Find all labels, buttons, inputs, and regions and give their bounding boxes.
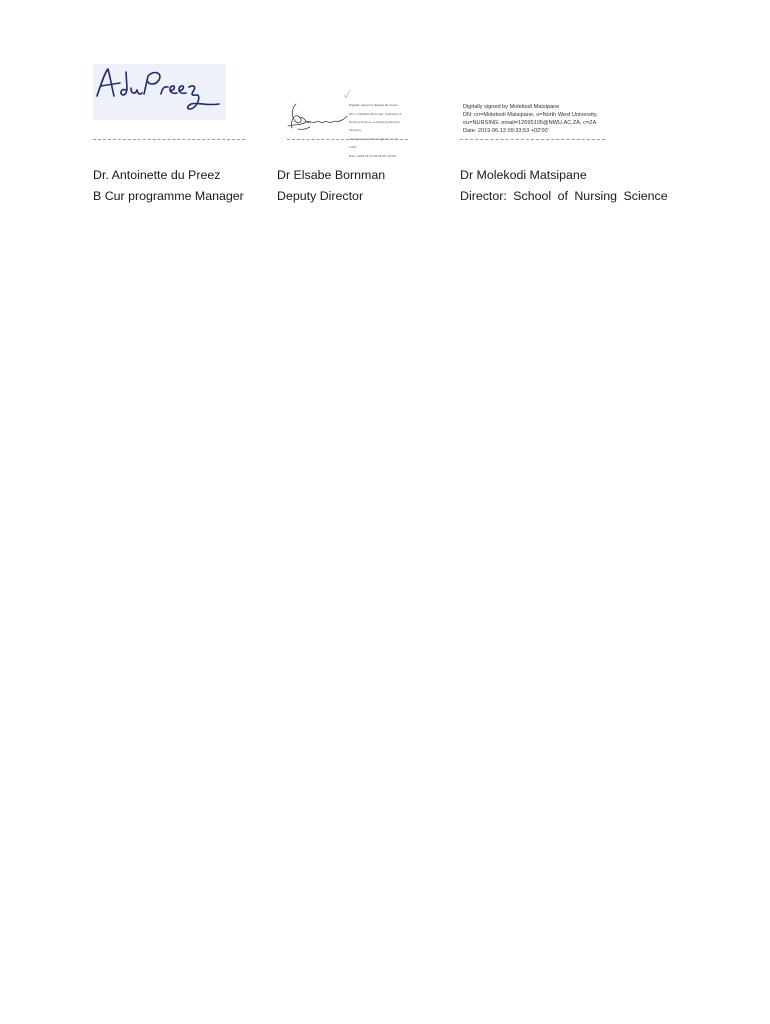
signatory-name: Dr. Antoinette du Preez: [93, 168, 221, 182]
stamp-line: DN: cn=Elsabe Bornman, o=School of: [349, 111, 402, 116]
signatory-title: Deputy Director: [277, 189, 364, 203]
stamp-line: Date: 2019.06.13 09:33:53 +02'00': [463, 127, 549, 134]
stamp-line: c=ZA: [349, 145, 357, 150]
handwritten-signature-du-preez: [93, 64, 226, 120]
stamp-line: Nursing Science, ou=Deputy Director: [349, 120, 400, 125]
digital-signature-stamp-matsipane: [463, 104, 623, 136]
signature-scribble: [93, 64, 226, 120]
signature-line: [93, 139, 245, 140]
signatory-title: B Cur programme Manager: [93, 189, 244, 203]
stamp-line: Digitally signed by Elsabe Bornman: [349, 103, 398, 108]
stamp-line: email=elsabe.bornman@nwu.ac.za,: [349, 136, 399, 141]
signatory-title: Director: School of Nursing Science: [460, 189, 668, 203]
stamp-line: Services,: [349, 128, 362, 133]
stamp-line: Date: 2019.06.13 09:33:55 +02'00': [349, 153, 397, 158]
digital-signature-stamp-bornman: [349, 99, 411, 162]
stamp-mark-icon: [343, 89, 351, 99]
stamp-line: ou=NURSING, email=12695105@NWU.AC.ZA, c=ZA: [463, 119, 597, 126]
stamp-line: DN: cn=Molekodi Matsipane, o=North West University,: [463, 111, 598, 118]
stamp-line: Digitally signed by Molekodi Matsipane: [463, 104, 560, 110]
handwritten-signature-bornman: [286, 100, 348, 132]
signatory-name: Dr Elsabe Bornman: [277, 168, 386, 182]
signatory-name: Dr Molekodi Matsipane: [460, 168, 587, 182]
signature-line: [460, 139, 605, 140]
signature-line: [287, 139, 408, 140]
